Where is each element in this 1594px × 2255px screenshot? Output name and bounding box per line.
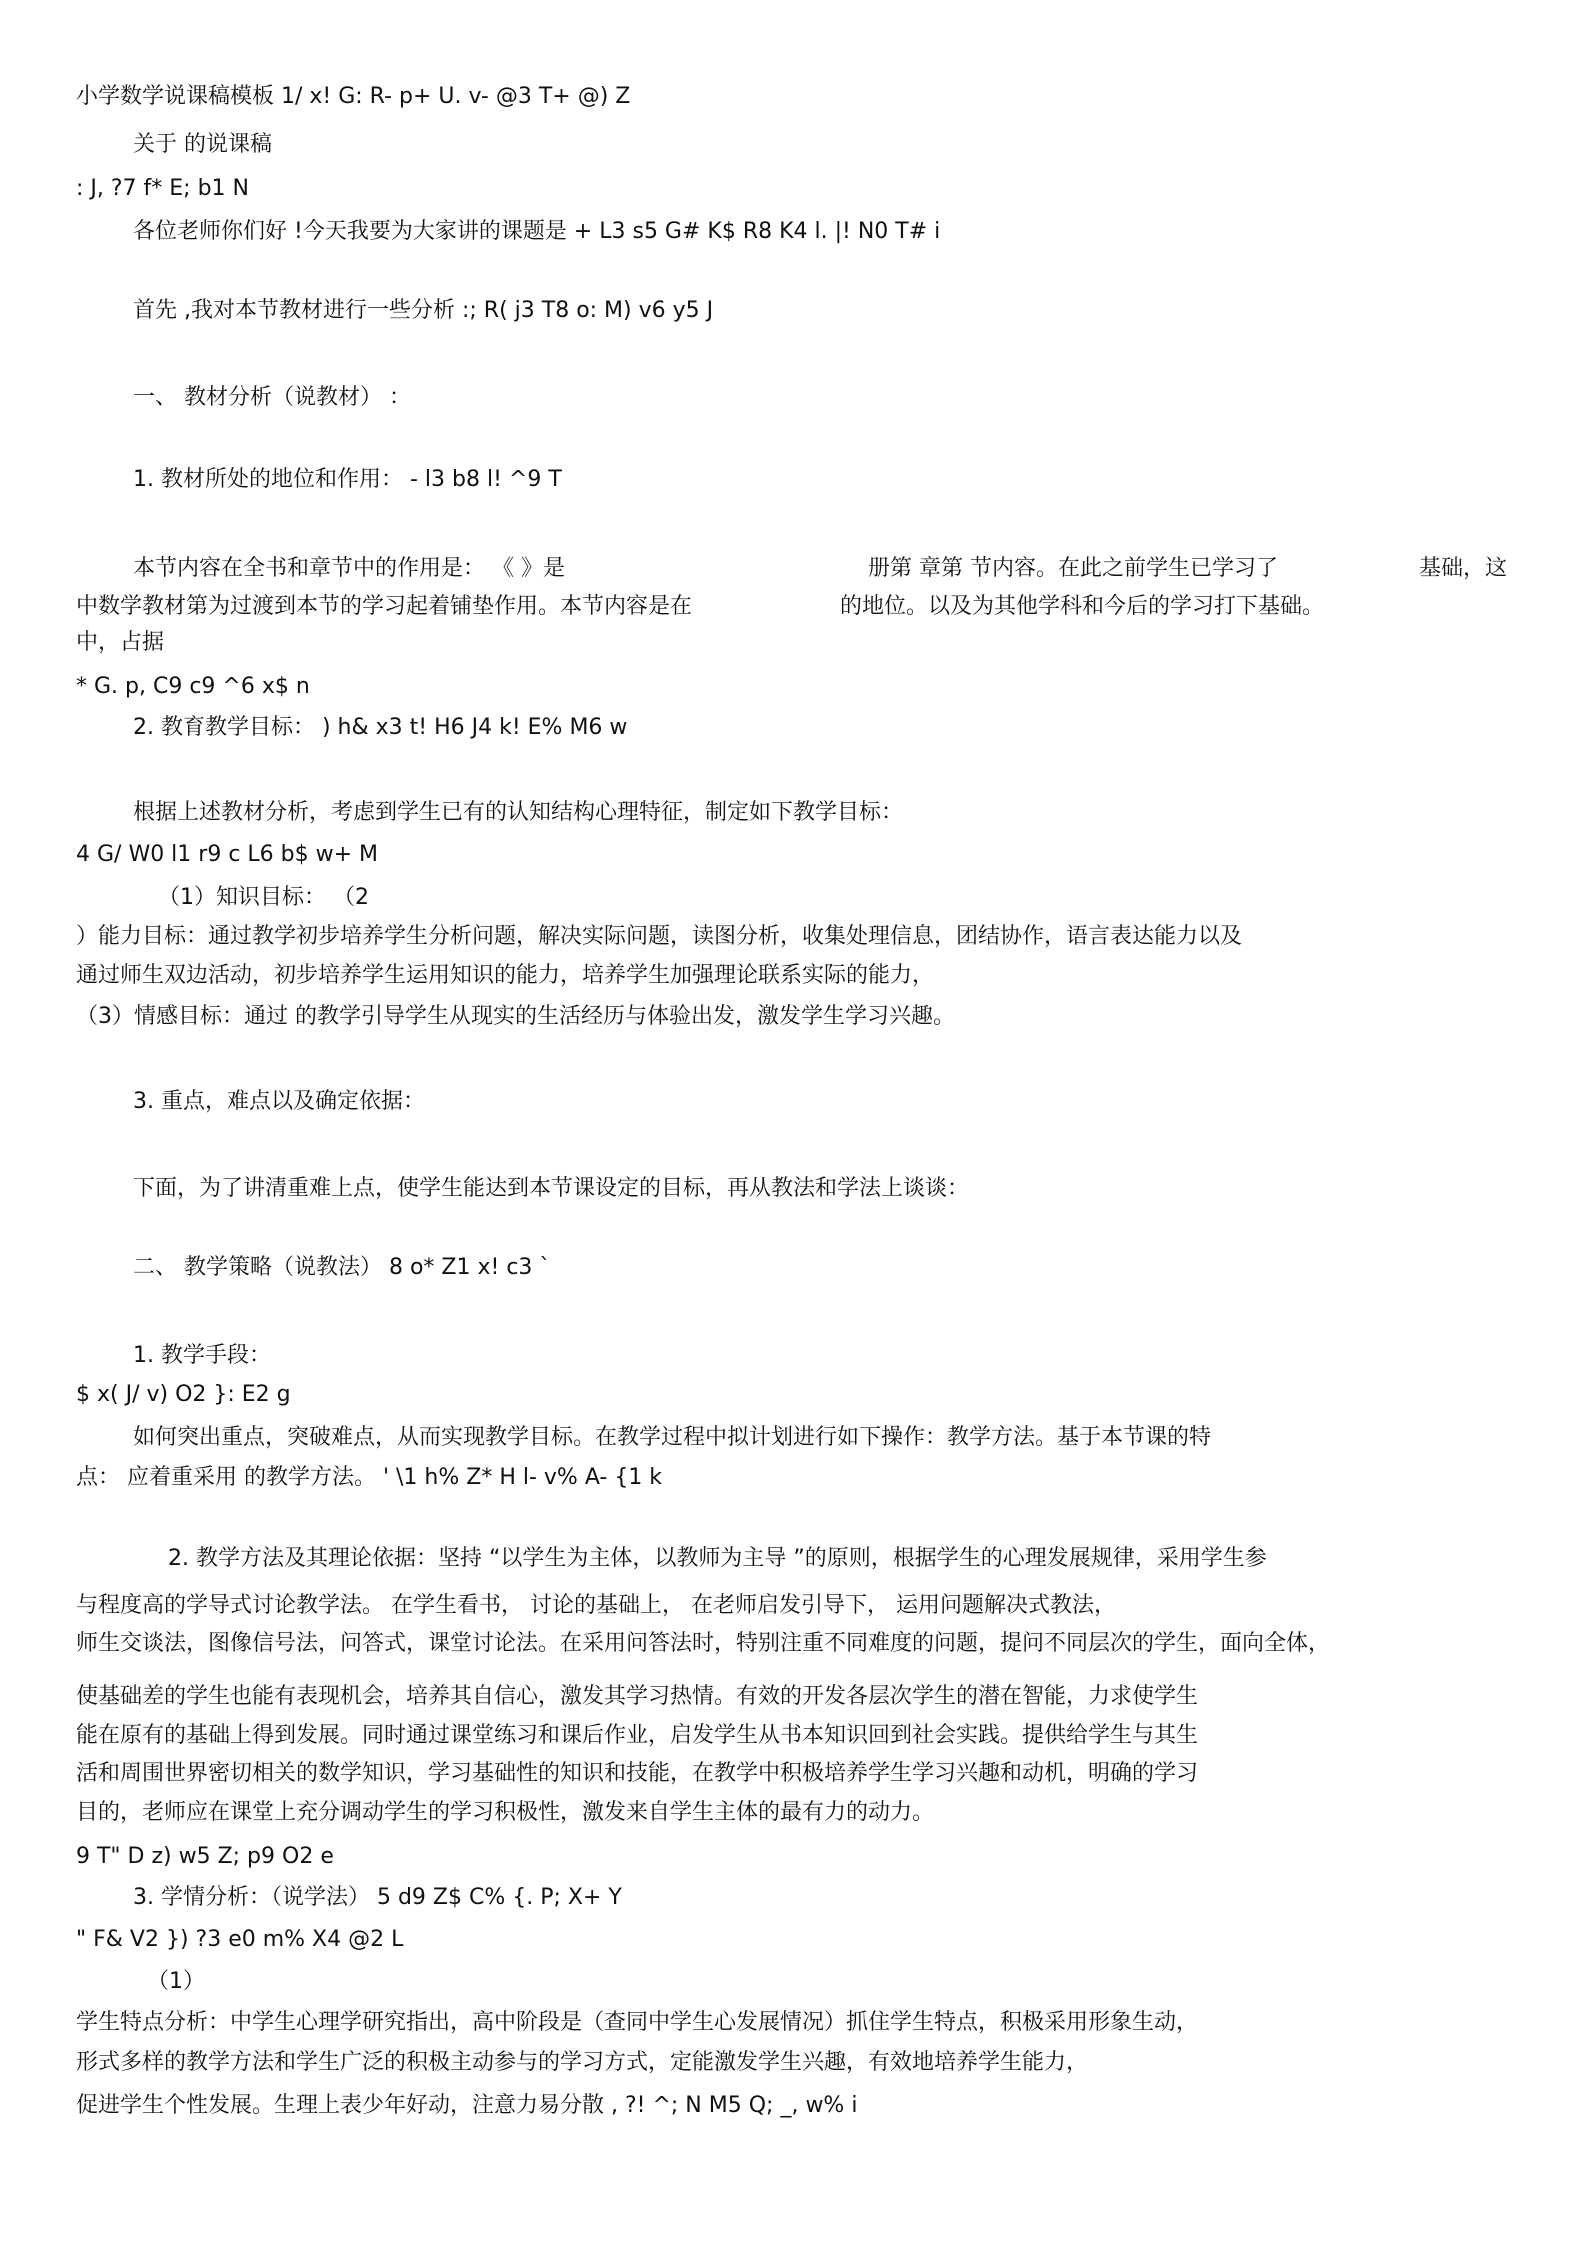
section-heading: 一、 教材分析（说教材） ： — [133, 385, 411, 410]
text-line: 使基础差的学生也能有表现机会，培养其自信心，激发其学习热情。有效的开发各层次学生的潜在智能，力求使学生 — [76, 1684, 1199, 1709]
text-line: 形式多样的教学方法和学生广泛的积极主动参与的学习方式，定能激发学生兴趣，有效地培养学生能力， — [76, 2050, 1089, 2075]
text-line: 通过师生双边活动，初步培养学生运用知识的能力，培养学生加强理论联系实际的能力， — [76, 963, 935, 988]
subsection-heading: 2. 教育教学目标： ) h& x3 t! H6 J4 k! E% M6 w — [133, 715, 628, 740]
doc-title: 小学数学说课稿模板 1/ x! G: R- p+ U. v- @3 T+ @) Z — [76, 84, 631, 109]
subsection-heading: 3. 重点，难点以及确定依据： — [133, 1089, 425, 1114]
text-line: 下面，为了讲清重难上点，使学生能达到本节课设定的目标，再从教法和学法上谈谈： — [133, 1176, 970, 1201]
text-line: 能在原有的基础上得到发展。同时通过课堂练习和课后作业，启发学生从书本知识回到社会实践。提供给学生与其生 — [76, 1723, 1199, 1748]
watermark-noise: 9 T" D z) w5 Z; p9 O2 e — [76, 1844, 334, 1869]
text-line: （1） — [147, 1969, 205, 1994]
text-line: 册第 章第 节内容。在此之前学生已学习了 — [868, 556, 1278, 581]
text-line: 中数学教材第为过渡到本节的学习起着铺垫作用。本节内容是在 — [76, 594, 693, 619]
text-line: 首先 ,我对本节教材进行一些分析 :; R( j3 T8 o: M) v6 y5 J — [133, 298, 714, 323]
text-line: 点： 应着重采用 的教学方法。 ' \1 h% Z* H l- v% A- {1 k — [76, 1465, 663, 1490]
text-line: （3）情感目标：通过 的教学引导学生从现实的生活经历与体验出发，激发学生学习兴趣。 — [76, 1004, 955, 1029]
watermark-noise: " F& V2 }) ?3 e0 m% X4 @2 L — [76, 1927, 404, 1952]
watermark-noise: 4 G/ W0 l1 r9 c L6 b$ w+ M — [76, 842, 379, 867]
section-heading: 二、 教学策略（说教法） 8 o* Z1 x! c3 ` — [133, 1255, 551, 1280]
text-line: 目的，老师应在课堂上充分调动学生的学习积极性，激发来自学生主体的最有力的动力。 — [76, 1800, 935, 1825]
text-line: 学生特点分析：中学生心理学研究指出，高中阶段是（查同中学生心发展情况）抓住学生特点，积极采用形象生动， — [76, 2010, 1199, 2035]
watermark-noise: $ x( J/ v) O2 }: E2 g — [76, 1382, 291, 1407]
subsection-heading: 3. 学情分析：（说学法） 5 d9 Z$ C% {. P; X+ Y — [133, 1885, 622, 1910]
doc-subtitle: 关于 的说课稿 — [133, 132, 272, 157]
text-line: 促进学生个性发展。生理上表少年好动，注意力易分散 , ?! ^; N M5 Q; _, w% i — [76, 2093, 858, 2118]
text-line: 基础，这 — [1419, 556, 1508, 581]
subsection-heading: 2. 教学方法及其理论依据：坚持 “以学生为主体，以教师为主导 ”的原则，根据学生的心理发展规律，采用学生参 — [168, 1546, 1267, 1571]
text-line: 各位老师你们好 !今天我要为大家讲的课题是 + L3 s5 G# K$ R8 K4 l. |! N0 T# i — [133, 219, 941, 244]
watermark-noise: : J, ?7 f* E; b1 N — [76, 176, 250, 201]
subsection-heading: 1. 教学手段： — [133, 1343, 271, 1368]
text-line: 本节内容在全书和章节中的作用是： 《 》是 — [133, 556, 565, 581]
subsection-heading: 1. 教材所处的地位和作用： - l3 b8 l! ^9 T — [133, 467, 562, 492]
text-line: 活和周围世界密切相关的数学知识，学习基础性的知识和技能，在教学中积极培养学生学习兴趣和动机，明确的学习 — [76, 1761, 1199, 1786]
text-line: 师生交谈法，图像信号法，问答式，课堂讨论法。在采用问答法时，特别注重不同难度的问题，提问不同层次的学生，面向全体， — [76, 1631, 1331, 1656]
text-line: 中，占据 — [76, 630, 165, 655]
text-line: ）能力目标：通过教学初步培养学生分析问题，解决实际问题，读图分析，收集处理信息，团结协作，语言表达能力以及 — [76, 924, 1243, 949]
text-line: 根据上述教材分析，考虑到学生已有的认知结构心理特征，制定如下教学目标： — [133, 800, 904, 825]
text-line: （1）知识目标： （2 — [158, 885, 369, 910]
watermark-noise: * G. p, C9 c9 ^6 x$ n — [76, 674, 310, 699]
text-line: 与程度高的学导式讨论教学法。 在学生看书， 讨论的基础上， 在老师启发引导下， 运用问题解决式教法， — [76, 1593, 1116, 1618]
text-line: 如何突出重点，突破难点，从而实现教学目标。在教学过程中拟计划进行如下操作：教学方法。基于本节课的特 — [133, 1425, 1212, 1450]
text-line: 的地位。以及为其他学科和今后的学习打下基础。 — [840, 594, 1325, 619]
